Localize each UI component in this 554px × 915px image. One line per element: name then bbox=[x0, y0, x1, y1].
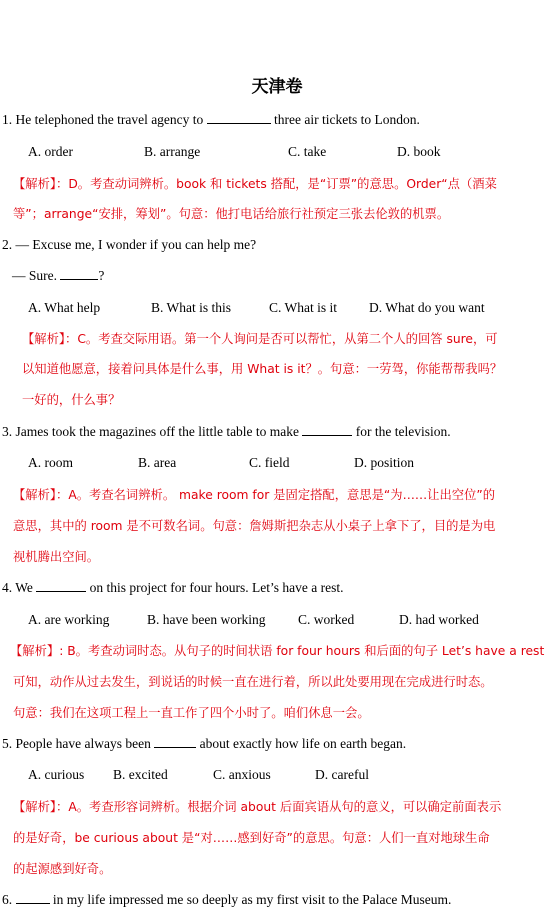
option-b: B. have been working bbox=[147, 612, 266, 627]
question-4-options bbox=[28, 611, 479, 629]
question-4-explanation-line-2: 可知，动作从过去发生，到说话的时候一直在进行着，所以此处要用现在完成进行时态。 bbox=[13, 675, 493, 689]
question-1-options bbox=[28, 143, 441, 161]
question-3-explanation-line-2: 意思，其中的 room 是不可数名词。句意：詹姆斯把杂志从小桌子上拿下了，目的是为电 bbox=[13, 519, 496, 533]
question-2-stem-line-2: — Sure. ? bbox=[12, 268, 105, 283]
option-b: B. What is this bbox=[151, 300, 232, 315]
question-6-stem: 6. in my life impressed me so deeply as my first visit to the Palace Museum. bbox=[2, 892, 452, 907]
question-5-options bbox=[28, 766, 369, 784]
option-d: D. position bbox=[354, 455, 415, 470]
question-2-options bbox=[28, 299, 485, 317]
question-4-explanation-line-3: 句意：我们在这项工程上一直工作了四个小时了。咱们休息一会。 bbox=[13, 706, 370, 720]
question-3-explanation-line-3: 视机腾出空间。 bbox=[13, 550, 100, 564]
question-1-explanation-line-2: 等”；arrange“安排，筹划”。句意：他打电话给旅行社预定三张去伦敦的机票。 bbox=[13, 207, 450, 221]
question-3-explanation-line-1: 【解析】：A。考查名词辨析。 make room for 是固定搭配，意思是“为……让出空位”的 bbox=[13, 488, 496, 502]
option-d: D. book bbox=[397, 144, 441, 159]
option-a: A. are working bbox=[28, 612, 110, 627]
option-b: B. area bbox=[138, 455, 177, 470]
option-c: C. field bbox=[249, 455, 290, 470]
question-5-stem: 5. People have always been about exactly how life on earth began. bbox=[2, 736, 407, 751]
option-c: C. What is it bbox=[269, 300, 338, 315]
question-3-options bbox=[28, 454, 414, 472]
option-d: D. What do you want bbox=[369, 300, 485, 315]
option-c: C. anxious bbox=[213, 767, 271, 782]
question-5-explanation-line-2: 的是好奇，be curious about 是“对……感到好奇”的意思。句意：人们一直对地球生命 bbox=[13, 831, 490, 845]
option-d: D. had worked bbox=[399, 612, 479, 627]
question-4-explanation-line-1: 【解析】: B。考查动词时态。从句子的时间状语 for four hours 和后面的句子 Let’s have a rest bbox=[10, 644, 545, 658]
question-2-explanation-line-2: 以知道他愿意，接着问具体是什么事，用 What is it？。句意：一劳驾，你能帮帮我吗？ bbox=[22, 362, 503, 376]
option-c: C. take bbox=[288, 144, 327, 159]
option-a: A. room bbox=[28, 455, 73, 470]
option-b: B. arrange bbox=[144, 144, 201, 159]
option-b: B. excited bbox=[113, 767, 168, 782]
question-5-explanation-line-1: 【解析】：A。考查形容词辨析。根据介词 about 后面宾语从句的意义，可以确定前面表示 bbox=[13, 800, 502, 814]
question-2-explanation-line-3: 一好的，什么事？ bbox=[22, 393, 121, 407]
question-2-explanation-line-1: 【解析】：C。考查交际用语。第一个人询问是否可以帮忙，从第二个人的回答 sure，可 bbox=[22, 332, 498, 346]
option-c: C. worked bbox=[298, 612, 355, 627]
question-3-stem: 3. James took the magazines off the little table to make for the television. bbox=[2, 424, 451, 439]
question-5-explanation-line-3: 的起源感到好奇。 bbox=[13, 862, 112, 876]
option-a: A. curious bbox=[28, 767, 85, 782]
option-d: D. careful bbox=[315, 767, 369, 782]
question-1-stem: 1. He telephoned the travel agency to three air tickets to London. bbox=[2, 112, 420, 127]
option-a: A. order bbox=[28, 144, 73, 159]
page-title: 天津卷 bbox=[251, 77, 303, 97]
option-a: A. What help bbox=[28, 300, 101, 315]
question-1-explanation-line-1: 【解析】：D。考查动词辨析。book 和 tickets 搭配，是“订票”的意思。Order“点（酒菜 bbox=[13, 177, 497, 191]
question-4-stem: 4. We on this project for four hours. Let’s have a rest. bbox=[2, 580, 344, 595]
question-2-stem: 2. — Excuse me, I wonder if you can help me? bbox=[2, 237, 257, 252]
